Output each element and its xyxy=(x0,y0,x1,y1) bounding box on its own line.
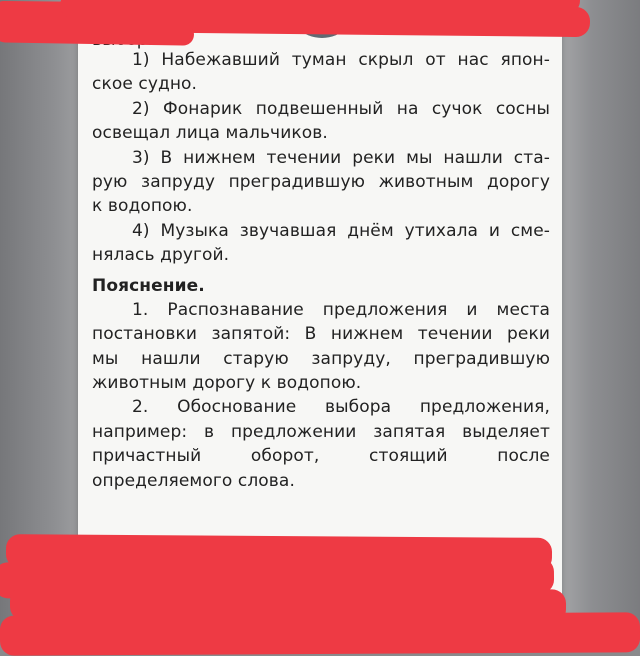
text-line: 1) Набежавший туман скрыл от нас япон- xyxy=(132,50,550,70)
redaction-bottom-4 xyxy=(0,612,640,655)
explanation-item-1 xyxy=(92,298,550,396)
text-line: 2) Фонарик подвешенный на сучок сосны xyxy=(132,98,550,119)
text-line: постановки запятой: В нижнем течении реки xyxy=(92,324,550,345)
option-3 xyxy=(92,146,550,219)
text-line: освещал лица мальчиков. xyxy=(92,123,328,144)
text-line: рую запруду преградившую животным дорогу xyxy=(92,171,550,192)
text-line: 1. Распознавание предложения и места xyxy=(132,299,550,320)
text-line: например: в предложении запятая выделяет xyxy=(92,421,550,442)
text-line: причастный оборот, стоящий после xyxy=(92,446,550,467)
option-1 xyxy=(92,48,550,97)
text-line: мы нашли старую запруду, преградившую xyxy=(92,348,550,369)
redaction-top-3 xyxy=(0,20,194,45)
text-line: к водопою. xyxy=(92,196,193,217)
text-line: 2. Обоснование выбора предложения, xyxy=(132,397,550,418)
text-line: определяемого слова. xyxy=(92,470,295,491)
text-line: животным дорогу к водопою. xyxy=(92,373,362,394)
document-text xyxy=(92,34,550,493)
explanation-heading: Пояснение. xyxy=(92,275,205,296)
text-line: нялась другой. xyxy=(92,245,230,266)
option-4 xyxy=(92,219,550,268)
text-line: 3) В нижнем течении реки мы нашли ста- xyxy=(132,147,550,168)
text-line: ское судно. xyxy=(92,74,198,95)
option-2 xyxy=(92,97,550,146)
explanation-item-2 xyxy=(92,395,550,493)
background-right xyxy=(560,0,640,640)
text-line: 4) Музыка звучавшая днём утихала и сме- xyxy=(132,220,550,241)
